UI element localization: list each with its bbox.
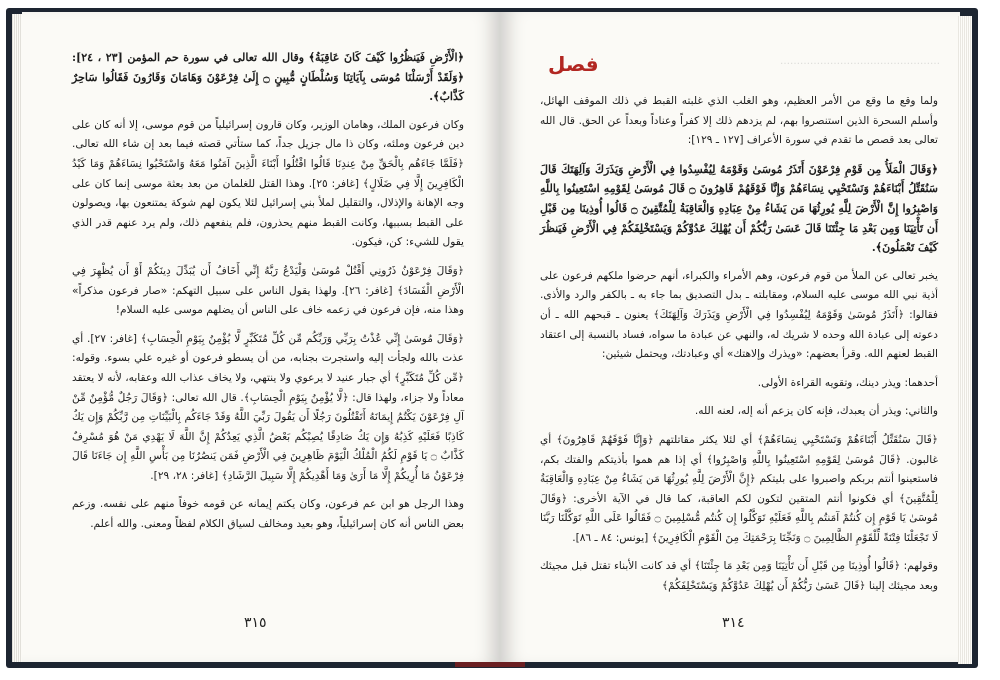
page-number: ٣١٤ [722, 615, 745, 631]
right-page [500, 12, 960, 662]
right-page-text [540, 92, 938, 606]
paragraph: والثاني: ويذر أن يعبدك، فإنه كان يزعم أنه إله، لعنه الله. [694, 405, 938, 418]
paragraph: وقولهم: ﴿قَالُوا أُوذِينَا مِن قَبْلِ أَن تَأْتِيَنَا وَمِن بَعْدِ مَا جِئْتَنَا﴾ أي قد كانت الأبناء تقتل قبل مجيئك وبعد مجيئك إلينا ﴿قَالَ عَسَىٰ رَبُّكُمْ أَن يُهْلِكَ عَدُوَّكُمْ وَيَسْتَخْلِفَكُمْ﴾ [540, 560, 938, 593]
paragraph: ﴿وَقَالَ مُوسَىٰ إِنِّي عُذْتُ بِرَبِّي وَرَبِّكُم مِّن كُلِّ مُتَكَبِّرٍ لَّا يُؤْمِنُ بِيَوْمِ الْحِسَابِ﴾ [غافر: ٢٧]. أي عذت بالله ولجأت إليه واستجرت بجنابه، من أن يسطو فرعون أو غيره علي بسوء. وقوله: ﴿مِّن كُلِّ مُتَكَبِّرٍ﴾ أي جبار عنيد لا يرعوي ولا ينتهي، ولا يخاف عذاب الله وعقابه، لأنه لا يعتقد معاداً ولا جزاء، ولهذا قال: ﴿لَّا يُؤْمِنُ بِيَوْمِ الْحِسَابِ﴾. قال الله تعالى: ﴿وَقَالَ رَجُلٌ مُّؤْمِنٌ مِّنْ آلِ فِرْعَوْنَ يَكْتُمُ إِيمَانَهُ أَتَقْتُلُونَ رَجُلًا أَن يَقُولَ رَبِّيَ اللَّهُ وَقَدْ جَاءَكُم بِالْبَيِّنَاتِ مِن رَّبِّكُمْ وَإِن يَكُ كَاذِبًا فَعَلَيْهِ كَذِبُهُ وَإِن يَكُ صَادِقًا يُصِبْكُم بَعْضُ الَّذِي يَعِدُكُمْ إِنَّ اللَّهَ لَا يَهْدِي مَنْ هُوَ مُسْرِفٌ كَذَّابٌ ۝ يَا قَوْمِ لَكُمُ الْمُلْكُ الْيَوْمَ ظَاهِرِينَ فِي الْأَرْضِ فَمَن يَنصُرُنَا مِن بَأْسِ اللَّهِ إِن جَاءَنَا قَالَ فِرْعَوْنُ مَا أُرِيكُمْ إِلَّا مَا أَرَىٰ وَمَا أَهْدِيكُمْ إِلَّا سَبِيلَ الرَّشَادِ﴾ [غافر: ٢٨، ٢٩]. [72, 332, 465, 482]
right-page-stack [958, 16, 972, 664]
paragraph: أحدهما: ويذر دينك، وتقويه القراءة الأولى. [757, 376, 938, 389]
bleed-through-text: ………………………………………… [780, 56, 940, 67]
left-page-text [72, 48, 464, 544]
paragraph: ﴿الْأَرْضِ فَيَنظُرُوا كَيْفَ كَانَ عَاقِبَةُ﴾ وقال الله تعالى في سورة حم المؤمن [٢٣ ، ٢٤]: ﴿وَلَقَدْ أَرْسَلْنَا مُوسَى بِآيَاتِنَا وَسُلْطَانٍ مُّبِينٍ ۝ إِلَىٰ فِرْعَوْنَ وَهَامَانَ وَقَارُونَ فَقَالُوا سَاحِرٌ كَذَّابٌ﴾. [72, 51, 464, 104]
page-number: ٣١٥ [244, 615, 267, 631]
paragraph: وهذا الرجل هو ابن عم فرعون، وكان يكتم إيمانه عن قومه خوفاً منهم على نفسه. وزعم بعض الناس أنه كان إسرائيلياً، وهو بعيد ومخالف لسياق الكلام لفظاً ومعنى. والله أعلم. [72, 498, 464, 531]
paragraph: يخبر تعالى عن الملأ من قوم فرعون، وهم الأمراء والكبراء، أنهم حرضوا ملكهم فرعون على أذية نبي الله موسى عليه السلام، ومقابلته ـ بدل التصديق بما جاء به ـ بالكفر والرد والأذى. فقالوا: ﴿أَتَذَرُ مُوسَىٰ وَقَوْمَهُ لِيُفْسِدُوا فِي الْأَرْضِ وَيَذَرَكَ وَآلِهَتَكَ﴾ يعنون ـ قبحهم الله ـ أن دعوته إلى عبادة الله وحده لا شريك له، والنهي عن عبادة ما سواه، فساد بالنسبة إلى اعتقاد القبط لعنهم الله. وقرأ بعضهم: «ويذرك وإلاهتك» أي وعبادتك، ويحتمل شيئين: [540, 269, 938, 361]
paragraph: ﴿وَقَالَ فِرْعَوْنُ ذَرُونِي أَقْتُلْ مُوسَىٰ وَلْيَدْعُ رَبَّهُ إِنِّي أَخَافُ أَن يُبَدِّلَ دِينَكُمْ أَوْ أَن يُظْهِرَ فِي الْأَرْضِ الْفَسَادَ﴾ [غافر: ٢٦]. ولهذا يقول الناس على سبيل التهكم: «صار فرعون مذكراً» وهذا منه، فإن فرعون في زعمه خاف على الناس أن يضلهم موسى عليه السلام! [72, 264, 464, 317]
left-page [22, 12, 500, 662]
paragraph: ولما وقع ما وقع من الأمر العظيم، وهو الغلب الذي غلبته القبط في ذلك الموقف الهائل، وأسلم السحرة الذين استنصروا بهم، لم يزدهم ذلك إلا كفراً وعناداً وبعداً عن الحق. قال الله تعالى بعد قصص ما تقدم في سورة الأعراف [١٢٧ ـ ١٢٩]: [540, 95, 938, 147]
paragraph: ﴿قَالَ سَنُقَتِّلُ أَبْنَاءَهُمْ وَنَسْتَحْيِي نِسَاءَهُمْ﴾ أي لئلا يكثر مقاتلتهم ﴿وَإِنَّا فَوْقَهُمْ قَاهِرُونَ﴾ أي غالبون. ﴿قَالَ مُوسَىٰ لِقَوْمِهِ اسْتَعِينُوا بِاللَّهِ وَاصْبِرُوا﴾ أي إذا هم هموا بأذيتكم والفتك بكم، فاستعينوا أنتم بربكم واصبروا على بليتكم ﴿إِنَّ الْأَرْضَ لِلَّهِ يُورِثُهَا مَن يَشَاءُ مِنْ عِبَادِهِ وَالْعَاقِبَةُ لِلْمُتَّقِينَ﴾ أي فكونوا أنتم المتقين لتكون لكم العاقبة، كما قال في الآية الأخرى: ﴿وَقَالَ مُوسَىٰ يَا قَوْمِ إِن كُنتُمْ آمَنتُم بِاللَّهِ فَعَلَيْهِ تَوَكَّلُوا إِن كُنتُم مُّسْلِمِينَ ۝ فَقَالُوا عَلَى اللَّهِ تَوَكَّلْنَا رَبَّنَا لَا تَجْعَلْنَا فِتْنَةً لِّلْقَوْمِ الظَّالِمِينَ ۝ وَنَجِّنَا بِرَحْمَتِكَ مِنَ الْقَوْمِ الْكَافِرِينَ﴾ [يونس: ٨٤ ـ ٨٦]. [540, 433, 938, 544]
paragraph: وكان فرعون الملك، وهامان الوزير، وكان قارون إسرائيلياً من قوم موسى، إلا أنه كان على دين فرعون وملئه، وكان ذا مال جزيل جداً، كما ستأتي قصته فيما بعد إن شاء الله تعالى. ﴿فَلَمَّا جَاءَهُم بِالْحَقِّ مِنْ عِندِنَا قَالُوا اقْتُلُوا أَبْنَاءَ الَّذِينَ آمَنُوا مَعَهُ وَاسْتَحْيُوا نِسَاءَهُمْ وَمَا كَيْدُ الْكَافِرِينَ إِلَّا فِي ضَلَالٍ﴾ [غافر: ٢٥]. وهذا القتل للغلمان من بعد بعثة موسى إنما كان على وجه الإهانة والإذلال، والتقليل لملأ بني إسرائيل لئلا يكون لهم شوكة يمتنعون بها، ويصولون على القبط بسببها، وكانت القبط منهم يحذرون، فلم ينفعهم ذلك، ولم يرد عنهم قدر الذي يقول للشيء: كن، فيكون. [72, 118, 464, 249]
section-heading: فصل [548, 52, 599, 76]
paragraph: ﴿وَقَالَ الْمَلَأُ مِن قَوْمِ فِرْعَوْنَ أَتَذَرُ مُوسَىٰ وَقَوْمَهُ لِيُفْسِدُوا فِي الْأَرْضِ وَيَذَرَكَ وَآلِهَتَكَ قَالَ سَنُقَتِّلُ أَبْنَاءَهُمْ وَنَسْتَحْيِي نِسَاءَهُمْ وَإِنَّا فَوْقَهُمْ قَاهِرُونَ ۝ قَالَ مُوسَىٰ لِقَوْمِهِ اسْتَعِينُوا بِاللَّهِ وَاصْبِرُوا إِنَّ الْأَرْضَ لِلَّهِ يُورِثُهَا مَن يَشَاءُ مِنْ عِبَادِهِ وَالْعَاقِبَةُ لِلْمُتَّقِينَ ۝ قَالُوا أُوذِينَا مِن قَبْلِ أَن تَأْتِيَنَا وَمِن بَعْدِ مَا جِئْتَنَا قَالَ عَسَىٰ رَبُّكُمْ أَن يُهْلِكَ عَدُوَّكُمْ وَيَسْتَخْلِفَكُمْ فِي الْأَرْضِ فَيَنظُرَ كَيْفَ تَعْمَلُونَ﴾. [540, 162, 938, 255]
